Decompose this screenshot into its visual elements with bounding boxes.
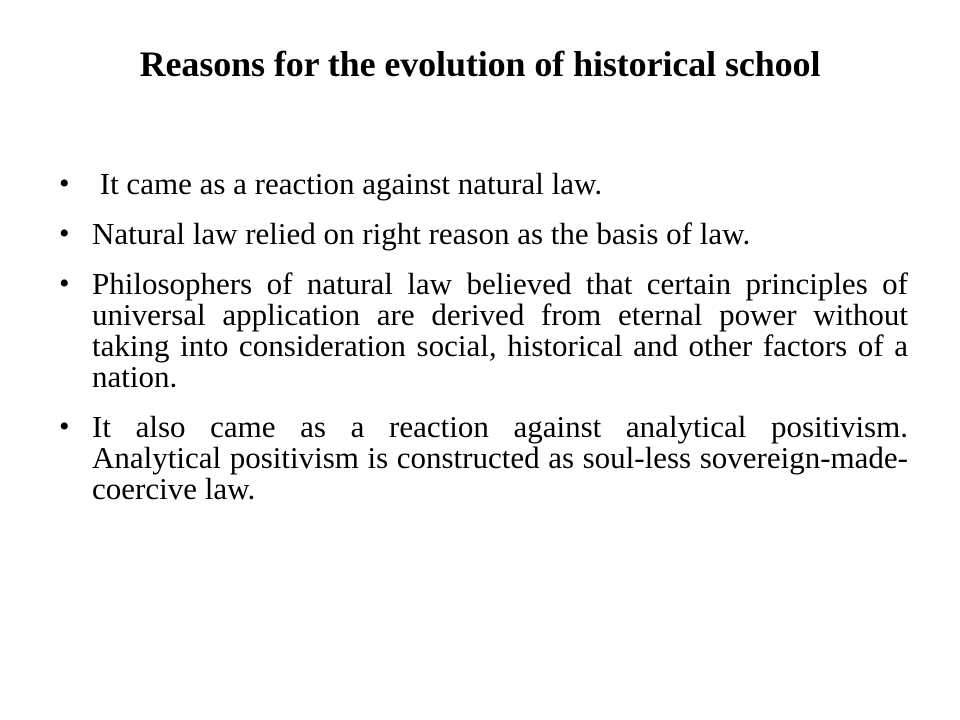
bullet-icon: •	[59, 267, 70, 300]
bullet-text: It also came as a reaction against analytical positivism. Analytical positivism is constructed as soul-less sovereign-made-coercive law.	[92, 409, 908, 506]
bullet-icon: •	[59, 167, 70, 200]
bullet-icon: •	[59, 410, 70, 443]
bullet-list	[59, 166, 908, 523]
bullet-icon: •	[59, 217, 70, 250]
bullet-text: Philosophers of natural law believed that certain principles of universal application are derived from eternal power without taking into consideration social, historical and other factors of a nation.	[92, 266, 908, 394]
slide-title: Reasons for the evolution of historical school	[139, 44, 821, 84]
bullet-item	[59, 166, 908, 201]
bullet-text: It came as a reaction against natural law.	[92, 166, 603, 201]
bullet-item	[59, 409, 908, 506]
bullet-item	[59, 266, 908, 394]
bullet-item	[59, 216, 908, 251]
bullet-text: Natural law relied on right reason as the basis of law.	[92, 216, 751, 251]
